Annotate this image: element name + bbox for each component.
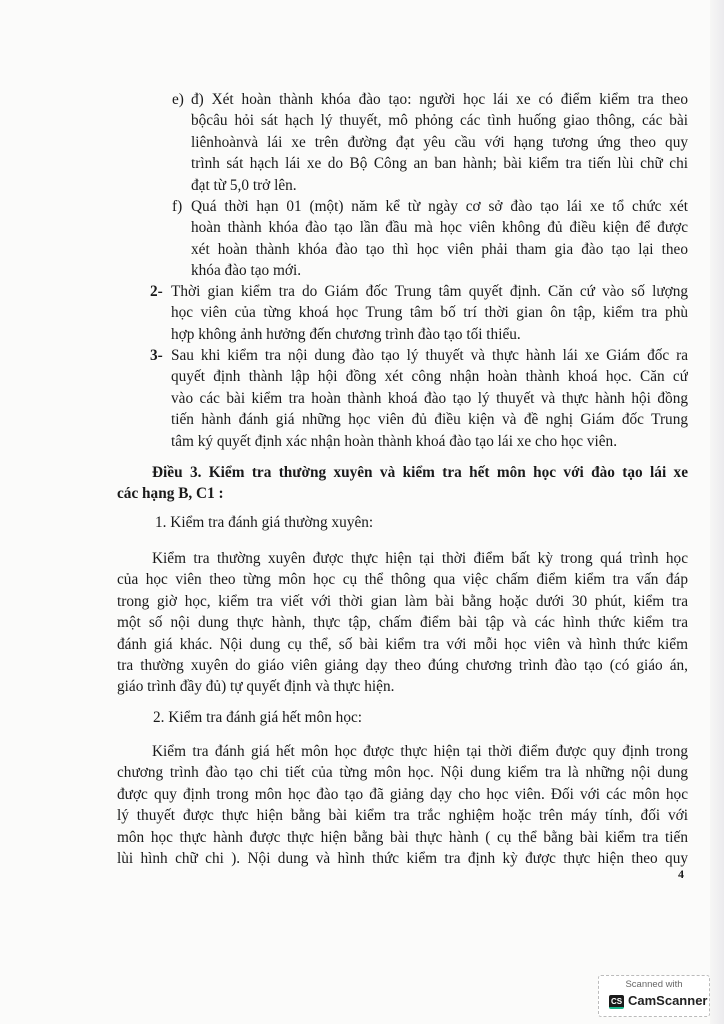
text-line: tiến hành đánh giá những học viên đủ điều kiện và đề nghị Giám đốc Trung [171, 411, 688, 429]
text-line: tra thường xuyên do giáo viên giảng dạy theo đúng chương trình đào tạo (có giáo án, [117, 656, 688, 674]
article-heading [152, 462, 688, 483]
text-line: Kiểm tra đánh giá hết môn học được thực hiện tại thời điểm được quy định trong [152, 743, 688, 760]
list-item-f [191, 196, 688, 282]
text-line: học viên của từng khoá học Trung tâm bố trí thời gian ôn tập, kiểm tra phù [171, 304, 688, 322]
list-item-3 [171, 345, 688, 452]
text-line: xét hoàn thành khóa đào tạo thì học viên phải tham gia đào tạo lại theo [191, 240, 688, 258]
text-line: hoàn thành khóa đào tạo lần đầu mà học viên không đủ điều kiện để được [191, 219, 688, 237]
text-line: đạt từ 5,0 trở lên. [191, 176, 297, 194]
text-line: lý thuyết được thực hiện bằng bài kiểm tra trắc nghiệm hoặc trên máy tính, đối với [117, 807, 688, 825]
section-paragraph [117, 741, 688, 869]
list-item-e [191, 89, 688, 196]
text-line: đánh giá khác. Nội dung cụ thể, số bài kiểm tra với mỗi học viên và hình thức kiểm [117, 635, 688, 653]
text-line: quyết định thành lập hội đồng xét công nhận hoàn thành khoá học. Căn cứ [171, 368, 688, 386]
text-line: giáo trình đầy đủ) tự quyết định và thực hiện. [117, 678, 395, 696]
heading-line: Điều 3. Kiểm tra thường xuyên và kiểm tra hết môn học với đào tạo lái xe [152, 464, 688, 481]
text-line: khóa đào tạo mới. [191, 262, 302, 280]
list-marker: 3- [150, 347, 163, 364]
text-line: trình sát hạch lái xe do Bộ Công an ban hành; bài kiểm tra tiến lùi chữ chi [191, 155, 688, 173]
text-line: bộcâu hỏi sát hạch lý thuyết, mô phỏng các tình huống giao thông, các bài [191, 112, 688, 130]
text-line: Kiểm tra thường xuyên được thực hiện tại thời điểm bất kỳ trong quá trình học [152, 550, 688, 567]
text-line: Quá thời hạn 01 (một) năm kể từ ngày cơ sở đào tạo lái xe tổ chức xét [191, 198, 688, 215]
text-line: được quy định trong môn học đào tạo đã giảng dạy cho học viên. Đối với các môn học [117, 785, 688, 803]
text-line: của học viên theo từng môn học cụ thể thông qua việc chấm điểm kiểm tra vấn đáp [117, 571, 688, 589]
text-line: Sau khi kiểm tra nội dung đào tạo lý thuyết và thực hành lái xe Giám đốc ra [171, 347, 688, 364]
scan-edge [710, 0, 724, 1024]
text-line: đ) Xét hoàn thành khóa đào tạo: người học lái xe có điểm kiểm tra theo [191, 91, 688, 108]
text-line: vào các bài kiểm tra hoàn thành khoá đào tạo lý thuyết và thực hành hội đồng [171, 389, 688, 407]
list-item-2 [171, 281, 688, 345]
text-line: hợp không ảnh hưởng đến chương trình đào tạo tối thiểu. [171, 325, 521, 343]
text-line: Thời gian kiểm tra do Giám đốc Trung tâm quyết định. Căn cứ vào số lượng [171, 283, 688, 300]
heading-line: các hạng B, C1 : [117, 485, 224, 502]
section-title: 1. Kiểm tra đánh giá thường xuyên: [155, 514, 374, 531]
article-heading-cont [117, 483, 688, 504]
page-number: 4 [678, 867, 684, 881]
text-line: một số nội dung thực hành, thực tập, chấm điểm bài tập và các hình thức kiểm tra [117, 614, 688, 632]
camscanner-watermark [598, 975, 710, 1017]
list-marker: 2- [150, 283, 163, 300]
section-paragraph [117, 548, 688, 698]
text-line: liênhoànvà lái xe trên đường đạt yêu cầu với hạng tương ứng theo quy [191, 133, 688, 151]
list-marker: f) [172, 198, 183, 215]
section-title: 2. Kiểm tra đánh giá hết môn học: [153, 709, 363, 726]
text-line: chương trình đào tạo chi tiết của từng môn học. Nội dung kiểm tra là những nội dung [117, 764, 688, 782]
text-line: lùi hình chữ chi ). Nội dung và hình thức kiểm tra định kỳ được thực hiện theo quy [117, 849, 688, 867]
text-line: tâm ký quyết định xác nhận hoàn thành khoá đào tạo lái xe cho học viên. [171, 432, 618, 450]
text-line: trong giờ học, kiểm tra viết với thời gian làm bài bằng hoặc dưới 30 phút, kiểm tra [117, 592, 688, 610]
text-line: môn học thực hành được thực hiện bằng bài thực hành ( cụ thể bằng bài kiểm tra tiến [117, 828, 688, 846]
watermark-brand: CamScanner [628, 993, 708, 1008]
list-marker: e) [172, 91, 184, 108]
watermark-text: Scanned with [625, 979, 683, 990]
camscanner-logo-icon: CS [609, 995, 624, 1009]
